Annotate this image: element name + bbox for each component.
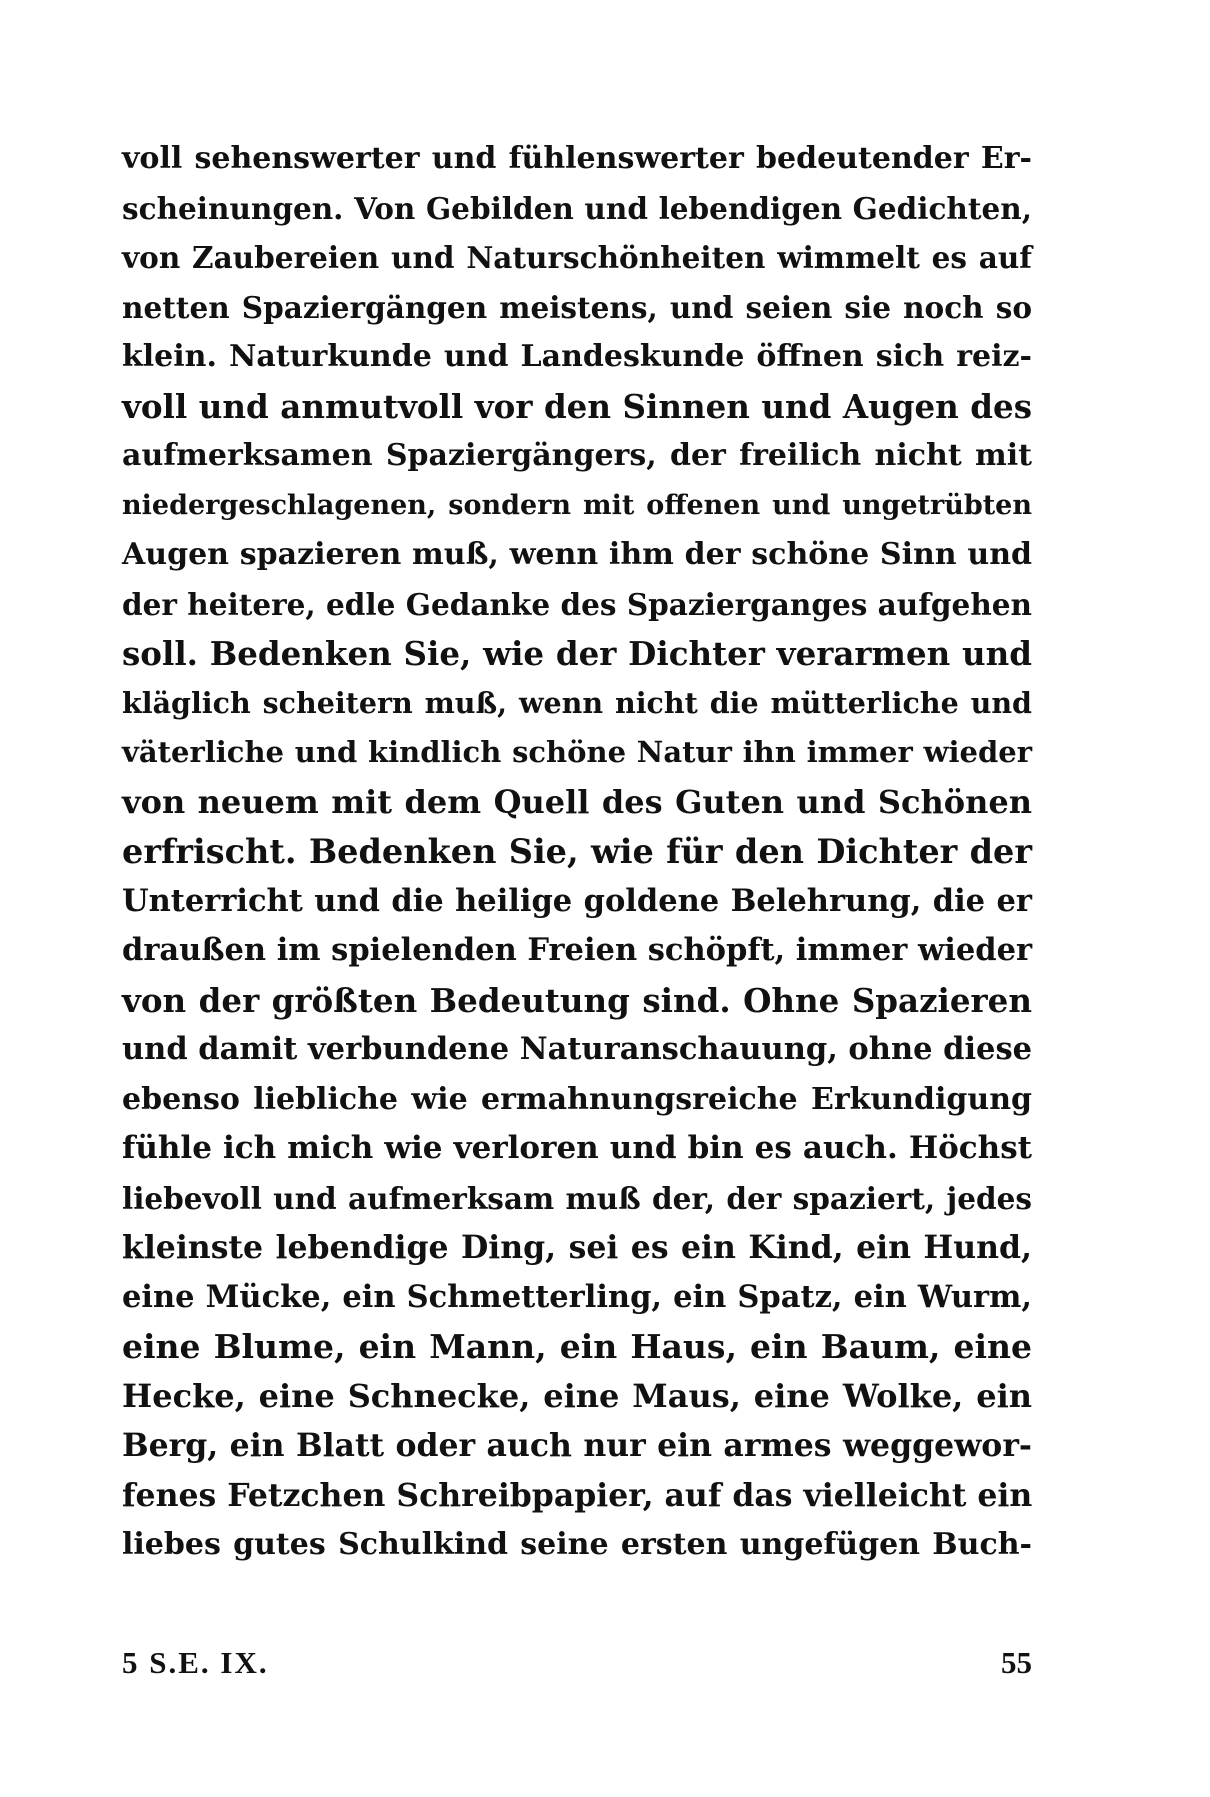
text-line: voll sehenswerter und fühlenswerter bedeutender Er- [122,141,1032,176]
page-number: 55 [1001,1645,1032,1680]
text-line: klein. Naturkunde und Landeskunde öffnen sich reiz- [122,339,1032,374]
text-line: erfrischt. Bedenken Sie, wie für den Dichter der [122,832,1032,871]
text-line: niedergeschlagenen, sondern mit offenen und ungetrübten [122,489,1032,521]
body-text [122,134,1032,1570]
text-line: Unterricht und die heilige goldene Belehrung, die er [122,882,1032,919]
text-line: Berg, ein Blatt oder auch nur ein armes weggewor- [122,1427,1032,1464]
text-line: liebes gutes Schulkind seine ersten ungefügen Buch- [122,1527,1032,1562]
text-line: der heitere, edle Gedanke des Spazierganges aufgehen [122,586,1032,622]
text-line: fenes Fetzchen Schreibpapier, auf das vielleicht ein [122,1476,1033,1514]
text-line: liebevoll und aufmerksam muß der, der spaziert, jedes [122,1180,1032,1216]
text-line: netten Spaziergängen meistens, und seien sie noch so [122,289,1032,325]
text-line: kleinste lebendige Ding, sei es ein Kind, ein Hund, [122,1229,1032,1266]
text-line: eine Blume, ein Mann, ein Haus, ein Baum, eine [122,1327,1032,1366]
text-line: kläglich scheitern muß, wenn nicht die mütterliche und [122,685,1032,720]
text-line: fühle ich mich wie verloren und bin es auch. Höchst [122,1130,1032,1166]
text-line: und damit verbundene Naturanschauung, ohne diese [122,1031,1033,1067]
text-line: von Zaubereien und Naturschönheiten wimmelt es auf [122,240,1032,275]
text-line: eine Mücke, ein Schmetterling, ein Spatz, ein Wurm, [122,1278,1032,1315]
text-line: Augen spazieren muß, wenn ihm der schöne Sinn und [122,537,1032,572]
printer-signature: 5 S.E. IX. [122,1645,269,1680]
text-line: draußen im spielenden Freien schöpft, immer wieder [122,932,1033,968]
text-line: von neuem mit dem Quell des Guten und Schönen [122,782,1032,821]
text-line: voll und anmutvoll vor den Sinnen und Augen des [122,386,1032,426]
text-line: Hecke, eine Schnecke, eine Maus, eine Wolke, ein [122,1376,1032,1415]
text-line: soll. Bedenken Sie, wie der Dichter verarmen und [122,634,1032,673]
text-line: aufmerksamen Spaziergängers, der freilich nicht mit [122,438,1032,473]
page-footer [122,1645,1032,1689]
text-line: väterliche und kindlich schöne Natur ihn immer wieder [122,735,1032,769]
text-line: ebenso liebliche wie ermahnungsreiche Erkundigung [122,1081,1032,1117]
text-line: von der größten Bedeutung sind. Ohne Spazieren [122,980,1032,1020]
text-line: scheinungen. Von Gebilden und lebendigen Gedichten, [122,190,1032,226]
